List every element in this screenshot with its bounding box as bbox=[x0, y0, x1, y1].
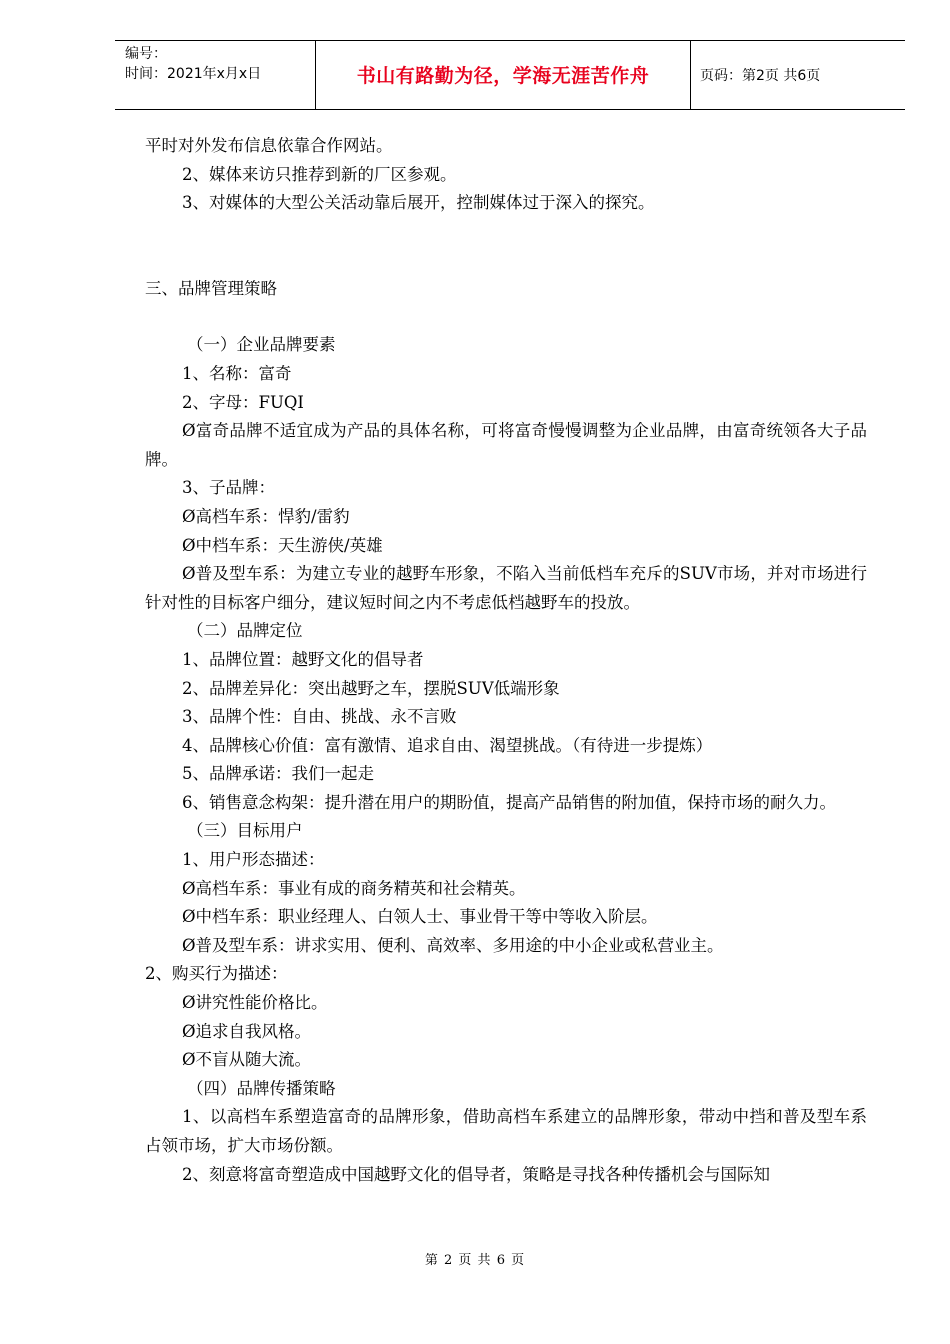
header-meta-cell bbox=[115, 41, 315, 109]
paragraph-line: 1、品牌位置：越野文化的倡导者 bbox=[182, 649, 424, 669]
header-motto-cell bbox=[315, 41, 691, 109]
page-footer: 第 2 页 共 6 页 bbox=[424, 1253, 526, 1268]
paragraph-line: 1、用户形态描述： bbox=[182, 850, 325, 870]
bullet-line: Ø普及型车系：讲求实用、便利、高效率、多用途的中小企业或私营业主。 bbox=[182, 935, 724, 955]
document-number-label: 编号： bbox=[125, 46, 167, 62]
bullet-line: Ø不盲从随大流。 bbox=[182, 1050, 312, 1070]
bullet-line: Ø中档车系：天生游侠/英雄 bbox=[182, 535, 383, 555]
bullet-line: Ø高档车系：事业有成的商务精英和社会精英。 bbox=[182, 878, 526, 898]
paragraph-line: 1、名称：富奇 bbox=[182, 363, 292, 383]
paragraph-line: 3、对媒体的大型公关活动靠后展开，控制媒体过于深入的探究。 bbox=[182, 193, 655, 213]
paragraph-line: 3、品牌个性：自由、挑战、永不言败 bbox=[182, 707, 457, 727]
subsection-heading: （三）目标用户 bbox=[187, 821, 303, 841]
document-body bbox=[145, 132, 867, 1189]
subsection-heading: （四）品牌传播策略 bbox=[187, 1078, 336, 1098]
paragraph-line: 2、刻意将富奇塑造成中国越野文化的倡导者，策略是寻找各种传播机会与国际知 bbox=[182, 1164, 770, 1184]
paragraph: 6、销售意念构架：提升潜在用户的期盼值，提高产品销售的附加值，保持市场的耐久力。 bbox=[182, 792, 836, 812]
header-page-cell bbox=[690, 41, 905, 109]
paragraph: 1、以高档车系塑造富奇的品牌形象，借助高档车系建立的品牌形象，带动中挡和普及型车系占领市场，扩大市场份额。 bbox=[145, 1107, 867, 1155]
paragraph-line: 2、媒体来访只推荐到新的厂区参观。 bbox=[182, 164, 457, 184]
paragraph-line: 2、字母：FUQI bbox=[182, 392, 304, 412]
paragraph: Ø富奇品牌不适宜成为产品的具体名称，可将富奇慢慢调整为企业品牌，由富奇统领各大子品牌。 bbox=[145, 421, 867, 469]
bullet-line: Ø中档车系：职业经理人、白领人士、事业骨干等中等收入阶层。 bbox=[182, 907, 658, 927]
document-date: 时间：2021年x月x日 bbox=[125, 66, 262, 82]
paragraph-line: 平时对外发布信息依靠合作网站。 bbox=[145, 136, 393, 155]
subsection-heading: （二）品牌定位 bbox=[187, 621, 303, 641]
bullet-line: Ø高档车系：悍豹/雷豹 bbox=[182, 506, 350, 526]
paragraph-line: 4、品牌核心价值：富有激情、追求自由、渴望挑战。（有待进一步提炼） bbox=[182, 735, 713, 755]
paragraph-line: 3、子品牌： bbox=[182, 478, 275, 498]
paragraph-line: 5、品牌承诺：我们一起走 bbox=[182, 764, 374, 784]
paragraph: Ø普及型车系：为建立专业的越野车形象，不陷入当前低档车充斥的SUV市场，并对市场进行针对性的目标客户细分，建议短时间之内不考虑低档越野车的投放。 bbox=[145, 564, 867, 612]
header-motto: 书山有路勤为径，学海无涯苦作舟 bbox=[356, 65, 650, 87]
bullet-line: Ø讲究性能价格比。 bbox=[182, 993, 328, 1013]
subsection-heading: （一）企业品牌要素 bbox=[187, 335, 336, 355]
section-heading: 三、品牌管理策略 bbox=[145, 278, 277, 298]
paragraph-line: 2、品牌差异化：突出越野之车，摆脱SUV低端形象 bbox=[182, 678, 560, 698]
bullet-line: Ø追求自我风格。 bbox=[182, 1021, 312, 1041]
page-header bbox=[115, 40, 905, 110]
header-page-info: 页码：第2页 共6页 bbox=[700, 68, 821, 84]
paragraph-line: 2、购买行为描述： bbox=[145, 964, 288, 984]
